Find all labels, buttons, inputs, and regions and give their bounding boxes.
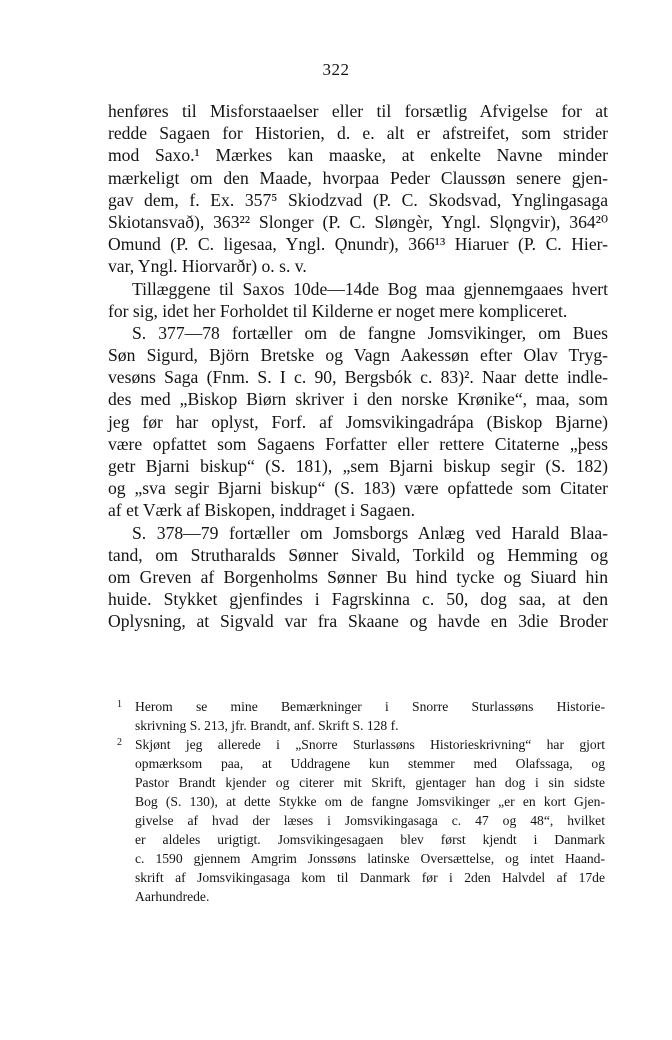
footnote-line: skrivning S. 213, jfr. Brandt, anf. Skrift S. 128 f. bbox=[135, 718, 399, 733]
body-line: getr Bjarni biskup“ (S. 181), „sem Bjarni biskup segir (S. 182) bbox=[108, 456, 608, 476]
body-text bbox=[108, 100, 608, 633]
footnote-line: Skjønt jeg allerede i „Snorre Sturlassøns Historieskrivning“ har gjort bbox=[135, 737, 605, 752]
body-line: om Greven af Borgenholms Sønner Bu hind tycke og Siuard hin bbox=[108, 566, 608, 587]
body-line: Oplysning, at Sigvald var fra Skaane og havde en 3die Broder bbox=[108, 611, 608, 632]
paragraph-start: S. 378—79 fortæller om Jomsborgs Anlæg ved Harald Blaa- bbox=[132, 522, 608, 543]
body-line: jeg før har oplyst, Forf. af Jomsvikingadrápa (Biskop Bjarne) bbox=[108, 411, 608, 432]
body-line: des med „Biskop Biørn skriver i den norske Krønike“, maa, som bbox=[108, 389, 608, 410]
page-number: 322 bbox=[322, 60, 350, 79]
footnote-line: Aarhundrede. bbox=[135, 889, 210, 904]
body-line: være opfattet som Sagaens Forfatter eller rettere Citaterne „þess bbox=[108, 433, 608, 454]
paragraph-start: Tillæggene til Saxos 10de—14de Bog maa gjennemgaaes hvert bbox=[132, 278, 608, 299]
body-line: redde Sagaen for Historien, d. e. alt er afstreifet, som strider bbox=[108, 123, 608, 144]
body-line: gav dem, f. Ex. 357⁵ Skiodzvad (P. C. Skodsvad, Ynglingasaga bbox=[108, 189, 608, 210]
body-line: huide. Stykket gjenfindes i Fagrskinna c. 50, dog saa, at den bbox=[108, 589, 608, 610]
body-line: Skiotansvað), 363²² Slonger (P. C. Sløngèr, Yngl. Slǫngvir), 364²⁰ bbox=[108, 211, 608, 232]
footnote-2 bbox=[117, 735, 605, 906]
body-line: Søn Sigurd, Björn Bretske og Vagn Aakessøn efter Olav Tryg- bbox=[108, 345, 608, 366]
footnote-line: Pastor Brandt kjender og citerer mit Skrift, gjentager han dog i sin sidste bbox=[135, 775, 605, 790]
footnote-line: er aldeles urigtigt. Jomsvikingesagaen blev først kjendt i Danmark bbox=[135, 832, 605, 847]
paragraph-start: S. 377—78 fortæller om de fangne Jomsvikinger, om Bues bbox=[132, 322, 608, 343]
footnote-marker: 2 bbox=[117, 737, 122, 748]
footnote-line: Bog (S. 130), at dette Stykke om de fangne Jomsvikinger „er en kort Gjen- bbox=[135, 794, 605, 809]
body-line: var, Yngl. Hiorvarðr) o. s. v. bbox=[108, 256, 307, 277]
body-line: mærkeligt om den Maade, hvorpaa Peder Claussøn senere gjen- bbox=[108, 167, 608, 188]
body-line: mod Saxo.¹ Mærkes kan maaske, at enkelte Navne minder bbox=[108, 145, 608, 166]
body-line: tand, om Strutharalds Sønner Sivald, Torkild og Hemming og bbox=[108, 544, 608, 565]
body-line: vesøns Saga (Fnm. S. I c. 90, Bergsbók c. 83)². Naar dette indle- bbox=[108, 367, 608, 388]
footnote-line: skrift af Jomsvikingasaga kom til Danmark før i 2den Halvdel af 17de bbox=[135, 870, 605, 885]
body-line: af et Værk af Biskopen, inddraget i Sagaen. bbox=[108, 500, 415, 521]
footnote-marker: 1 bbox=[117, 699, 122, 710]
footnote-line: Herom se mine Bemærkninger i Snorre Sturlassøns Historie- bbox=[135, 699, 605, 714]
body-line: for sig, idet her Forholdet til Kilderne er noget mere kompliceret. bbox=[108, 300, 568, 321]
body-line: Omund (P. C. ligesaa, Yngl. Ǫnundr), 366¹³ Hiaruer (P. C. Hier- bbox=[108, 234, 608, 255]
footnote-line: givelse af hvad der læses i Jomsvikingasaga c. 47 og 48“, hvilket bbox=[135, 813, 605, 828]
footnotes bbox=[117, 697, 605, 906]
footnote-line: opmærksom paa, at Uddragene kun stemmer med Olafssaga, og bbox=[135, 756, 605, 771]
footnote-line: c. 1590 gjennem Amgrim Jonssøns latinske Oversættelse, og intet Haand- bbox=[135, 851, 605, 866]
footnote-1 bbox=[117, 697, 605, 735]
body-line: og „sva segir Bjarni biskup“ (S. 183) være opfattede som Citater bbox=[108, 478, 608, 499]
body-line: henføres til Misforstaaelser eller til forsætlig Afvigelse for at bbox=[108, 101, 608, 121]
